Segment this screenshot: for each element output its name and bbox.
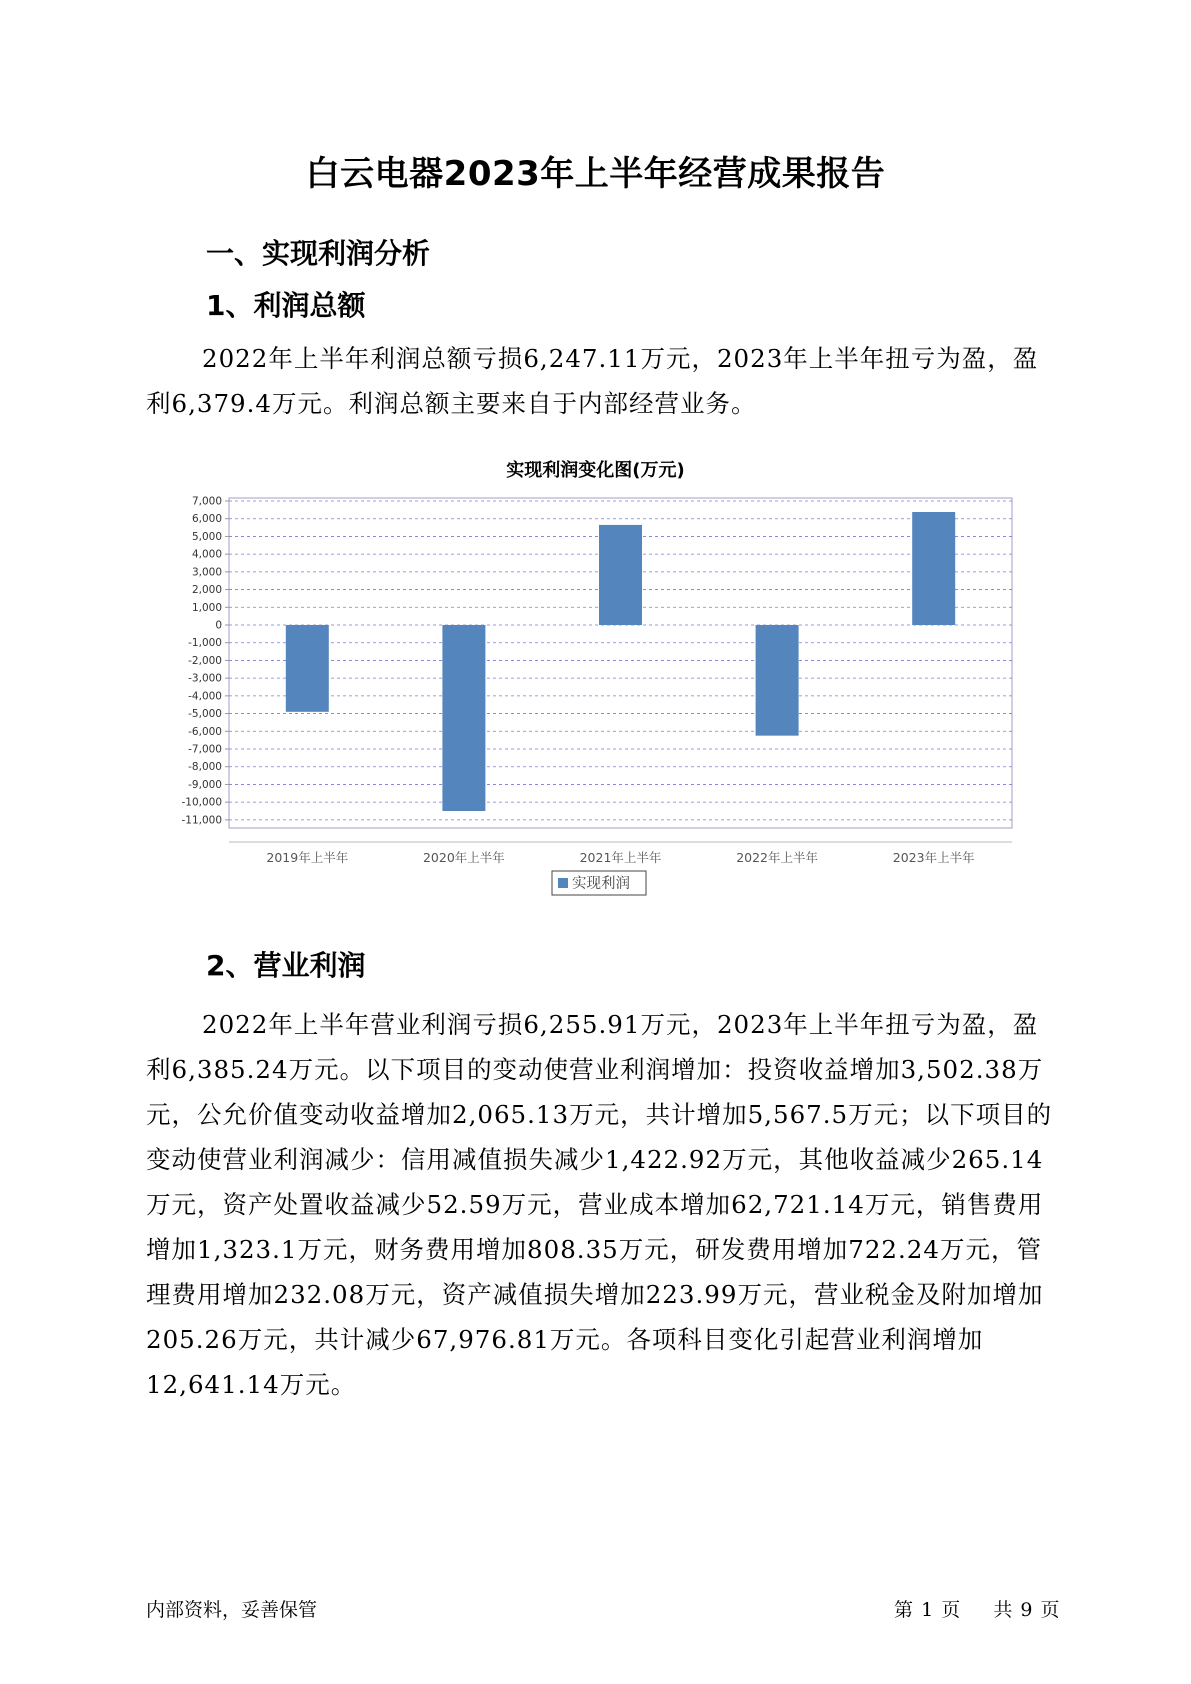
y-tick-label: 1,000	[191, 601, 222, 614]
y-tick-label: 2,000	[191, 584, 222, 597]
y-tick-label: 7,000	[191, 495, 222, 508]
legend-swatch	[558, 878, 568, 888]
bar	[599, 525, 642, 625]
page-suffix: 页	[941, 1599, 962, 1621]
x-tick-label: 2022年上半年	[736, 850, 819, 865]
y-tick-label: -3,000	[188, 672, 222, 685]
bar	[286, 625, 329, 712]
y-tick-label: -6,000	[188, 725, 222, 738]
x-axis-labels	[266, 850, 974, 865]
bar	[442, 625, 485, 811]
footer-page-info	[894, 1595, 1061, 1622]
legend-label: 实现利润	[572, 876, 630, 892]
y-tick-label: -5,000	[188, 708, 222, 721]
y-tick-label: -8,000	[188, 761, 222, 774]
x-tick-label: 2020年上半年	[422, 850, 505, 865]
x-tick-label: 2021年上半年	[579, 850, 662, 865]
y-tick-label: -2,000	[188, 654, 222, 667]
y-tick-label: 4,000	[191, 548, 222, 561]
subsection-heading-total-profit: 1、利润总额	[206, 289, 366, 322]
y-tick-label: -11,000	[181, 814, 222, 827]
chart-legend	[552, 871, 646, 895]
operating-profit-paragraph: 2022年上半年营业利润亏损6,255.91万元，2023年上半年扭亏为盈，盈利6,385.24万元。以下项目的变动使营业利润增加：投资收益增加3,502.38万元，公允价值变动收益增加2,065.13万元，共计增加5,567.5万元；以下项目的变动使营业利润减少：信用减值损失减少1,422.92万元，其他收益减少265.14万元，资产处置收益减少52.59万元，营业成本增加62,721.14万元，销售费用增加1,323.1万元，财务费用增加808.35万元，研发费用增加722.24万元，管理费用增加232.08万元，资产减值损失增加223.99万元，营业税金及附加增加205.26万元，共计减少67,976.81万元。各项科目变化引起营业利润增加12,641.14万元。	[146, 1010, 1053, 1399]
document-title: 白云电器2023年上半年经营成果报告	[305, 154, 886, 194]
total-prefix: 共	[993, 1599, 1014, 1621]
footer-confidential-note: 内部资料，妥善保管	[146, 1599, 318, 1621]
y-tick-label: -7,000	[188, 743, 222, 756]
y-tick-label: -4,000	[188, 690, 222, 703]
total-profit-paragraph: 2022年上半年利润总额亏损6,247.11万元，2023年上半年扭亏为盈，盈利6,379.4万元。利润总额主要来自于内部经营业务。	[146, 344, 1039, 418]
y-tick-label: 5,000	[191, 530, 222, 543]
total-suffix: 页	[1040, 1599, 1061, 1621]
page-number: 1	[921, 1599, 935, 1621]
bar	[756, 625, 799, 736]
y-tick-label: 6,000	[191, 513, 222, 526]
y-axis-ticks	[181, 496, 229, 827]
y-tick-label: 3,000	[191, 566, 222, 579]
bar	[912, 512, 955, 625]
chart-title: 实现利润变化图(万元)	[506, 460, 685, 481]
section-heading-profit-analysis: 一、实现利润分析	[206, 237, 431, 270]
page-prefix: 第	[894, 1599, 915, 1621]
y-tick-label: 0	[215, 619, 222, 632]
y-tick-label: -10,000	[181, 796, 222, 809]
y-tick-label: -9,000	[188, 778, 222, 791]
total-pages: 9	[1020, 1599, 1034, 1621]
chart-bars	[286, 512, 955, 811]
y-tick-label: -1,000	[188, 637, 222, 650]
x-tick-label: 2023年上半年	[892, 850, 975, 865]
x-tick-label: 2019年上半年	[266, 850, 349, 865]
subsection-heading-operating-profit: 2、营业利润	[206, 949, 366, 982]
